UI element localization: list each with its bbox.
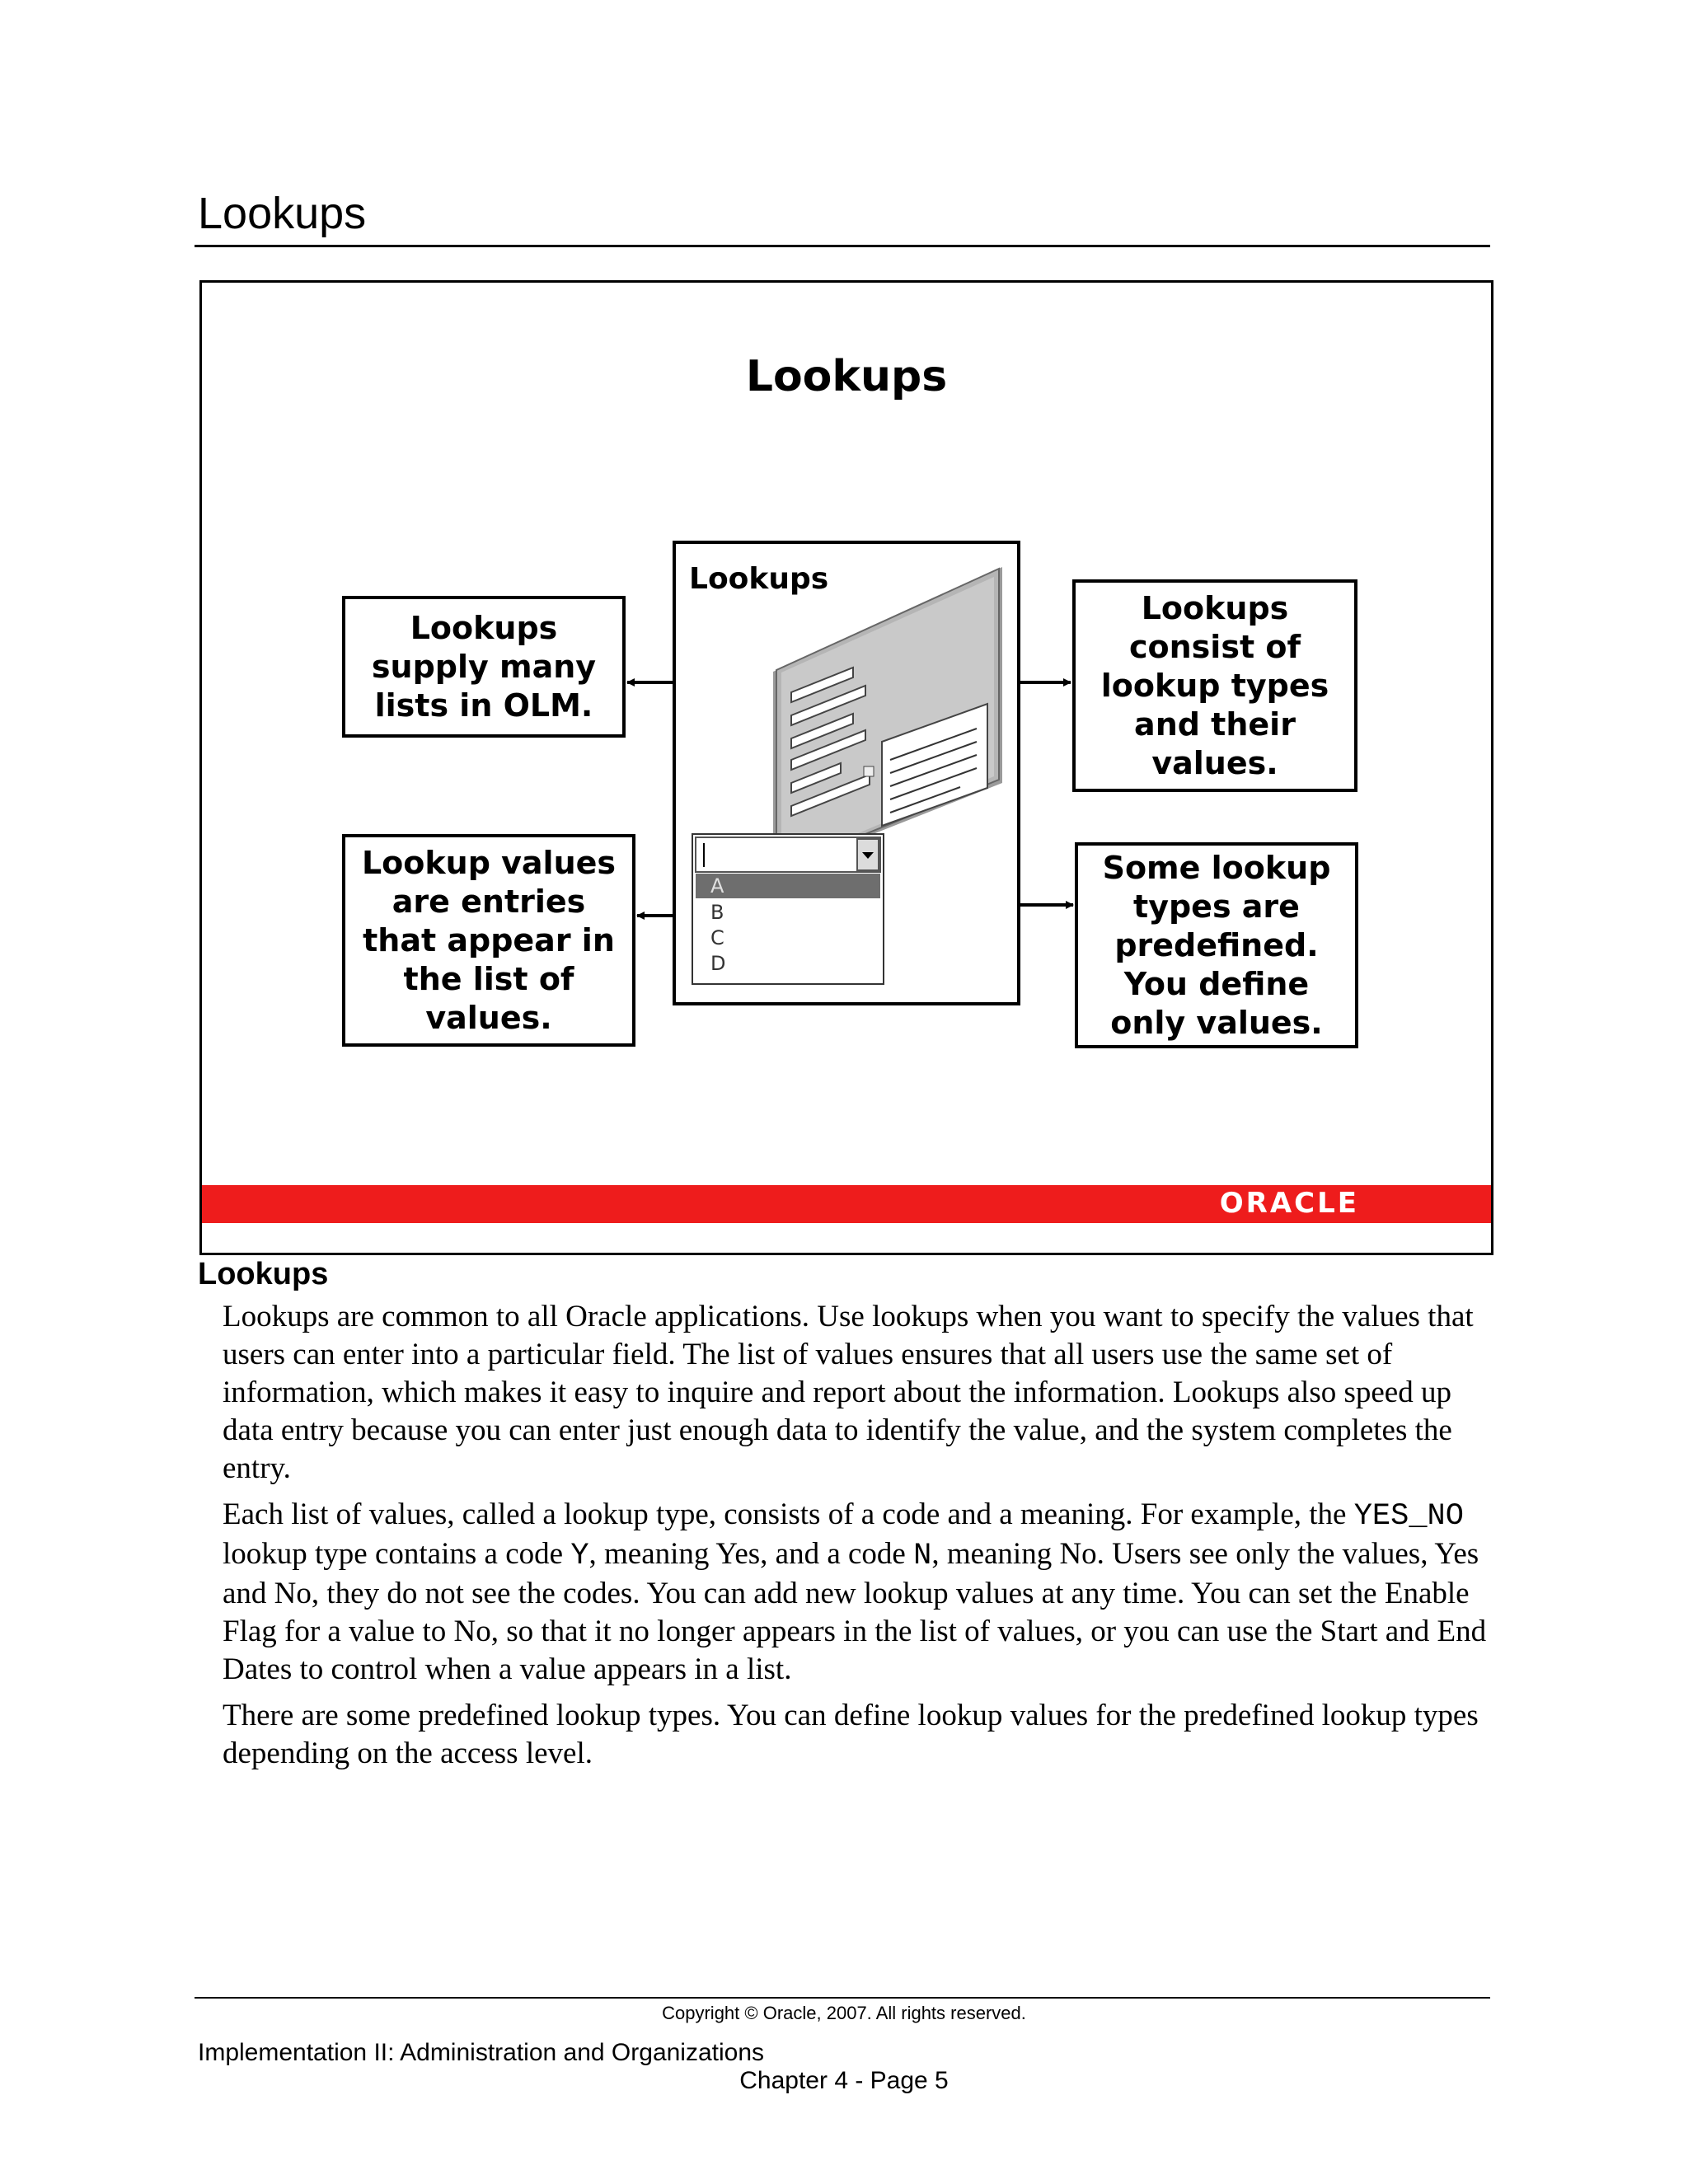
section-heading: Lookups [198,1257,329,1291]
list-item-c[interactable]: C [710,926,724,949]
p2-text-a: Each list of values, called a lookup type, consists of a code and a meaning. For example, the [223,1497,1354,1531]
paragraph-3: There are some predefined lookup types. You can define lookup values for the predefined lookup types depending on the access level. [223,1699,1479,1770]
lookup-values-box: Lookup values are entries that appear in the list of values. [342,834,635,1047]
illustration-label: Lookups [689,562,829,596]
list-item-b[interactable]: B [710,901,724,924]
lookups-consist-box: Lookups consist of lookup types and their values. [1072,579,1357,792]
oracle-logo: ORACLE [1219,1187,1359,1220]
paragraph-2 [223,1496,1492,1689]
body-text [223,1298,1492,1781]
page-title: Lookups [198,189,367,238]
lookups-supply-box: Lookups supply many lists in OLM. [342,596,626,738]
predefined-types-box: Some lookup types are predefined. You define only values. [1075,842,1358,1048]
paragraph-1: Lookups are common to all Oracle applications. Use lookups when you want to specify the values that users can enter into a particular field. The list of values ensures that all users use the same set of information, which makes it easy to inquire and report about the information. Lookups also speed up data entry because you can enter just enough data to identify the value, and the system completes the entry. [223,1300,1474,1485]
form-window-illustration [676,544,1024,1009]
slide [199,280,1493,1255]
p2-text-b: lookup type contains a code [223,1537,571,1571]
slide-title: Lookups [745,352,948,401]
title-rule [195,245,1490,247]
list-item-a[interactable]: A [710,874,724,898]
copyright: Copyright © Oracle, 2007. All rights reserved. [662,2003,1026,2023]
course-title: Implementation II: Administration and Organizations [198,2039,765,2066]
list-item-d[interactable]: D [710,952,726,975]
p2-text-d: , meaning No. Users see only the values, Yes and No, they do not see the codes. You can add new lookup values at any time. You can set the Enable Flag for a value to No, so that it no longer appears in the list of values, or you can use the Start and End Dates to control when a value appears in a list. [223,1537,1487,1686]
lookups-illustration-box [673,541,1020,1005]
footer-rule [195,1997,1490,1999]
code-y: Y [570,1539,589,1573]
code-yes-no: YES_NO [1353,1499,1464,1534]
p2-text-c: , meaning Yes, and a code [588,1537,914,1571]
code-n: N [913,1539,932,1573]
page-number: Chapter 4 - Page 5 [739,2067,949,2094]
